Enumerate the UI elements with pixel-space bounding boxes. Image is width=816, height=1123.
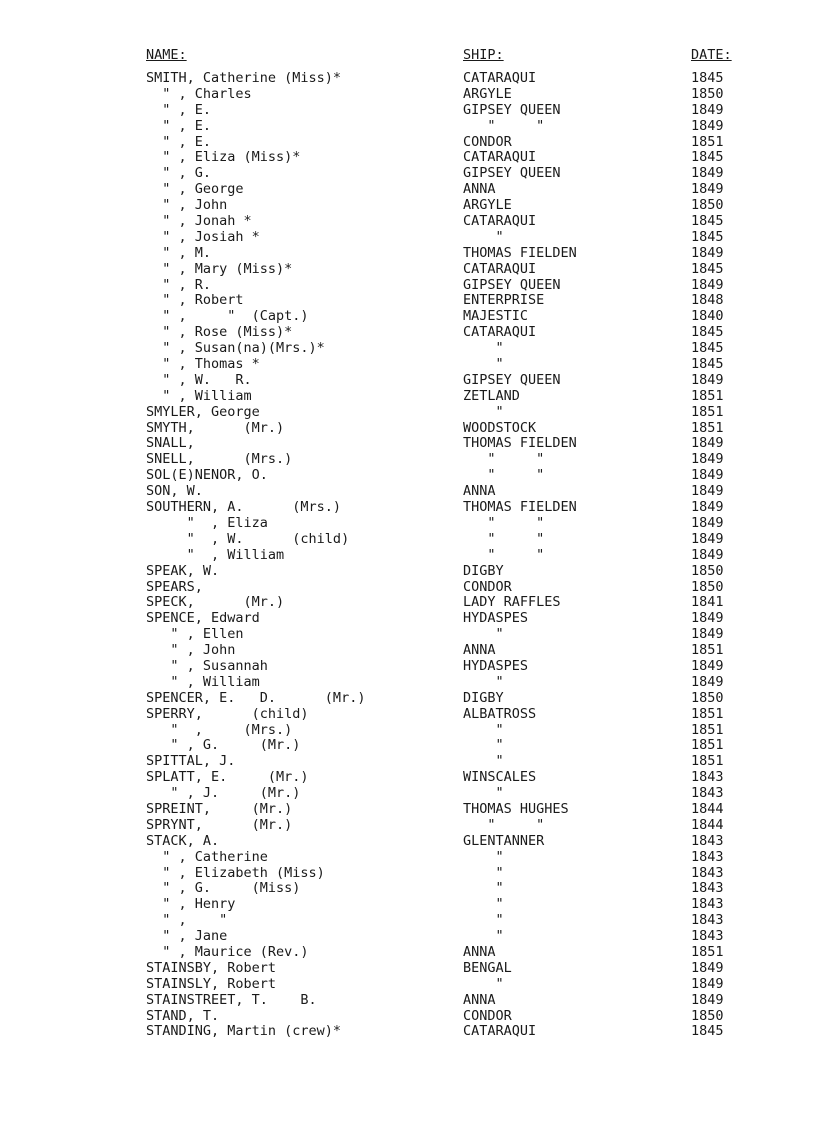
arrival-year: 1851 [691,705,724,722]
ship-name: " [463,880,504,897]
list-item [0,484,816,500]
list-item [0,881,816,897]
passenger-name: SMYLER, George [146,403,260,420]
ship-name: THOMAS HUGHES [463,800,569,817]
arrival-year: 1843 [691,912,724,929]
ship-name: DIGBY [463,562,504,579]
arrival-year: 1845 [691,149,724,166]
ship-name: THOMAS FIELDEN [463,244,577,261]
list-item [0,373,816,389]
arrival-year: 1849 [691,959,724,976]
list-item [0,150,816,166]
arrival-year: 1850 [691,689,724,706]
list-item [0,929,816,945]
passenger-name: STAINSLY, Robert [146,975,277,992]
arrival-year: 1851 [691,387,724,404]
passenger-name: " , John [146,197,228,214]
list-item [0,675,816,691]
passenger-name: " , Jane [146,928,228,945]
ship-name: " [463,896,504,913]
arrival-year: 1849 [691,117,724,134]
arrival-year: 1843 [691,832,724,849]
arrival-year: 1845 [691,70,724,86]
passenger-name: " , J. (Mr.) [146,785,301,802]
ship-name: ARGYLE [463,197,512,214]
list-item [0,214,816,230]
ship-name: CATARAQUI [463,1023,537,1040]
passenger-name: SPEARS, [146,578,203,595]
arrival-year: 1849 [691,975,724,992]
arrival-year: 1849 [691,371,724,388]
passenger-name: STACK, A. [146,832,220,849]
list-item [0,866,816,882]
list-item [0,580,816,596]
list-item [0,707,816,723]
arrival-year: 1845 [691,228,724,245]
list-item [0,278,816,294]
passenger-name: " , R. [146,276,212,293]
ship-name: CONDOR [463,133,512,150]
arrival-year: 1849 [691,244,724,261]
list-item [0,516,816,532]
passenger-name: SPLATT, E. (Mr.) [146,769,309,786]
list-item [0,643,816,659]
ship-name: " [463,721,504,738]
list-item [0,405,816,421]
arrival-year: 1851 [691,642,724,659]
passenger-name: " , E. [146,133,212,150]
ship-name: " [463,864,504,881]
list-item [0,738,816,754]
ship-name: " " [463,530,545,547]
list-item [0,293,816,309]
passenger-name: SPITTAL, J. [146,753,236,770]
arrival-year: 1845 [691,356,724,373]
list-item [0,897,816,913]
ship-name: " " [463,467,545,484]
passenger-name: SMYTH, (Mr.) [146,419,285,436]
list-item [0,595,816,611]
arrival-year: 1841 [691,594,724,611]
passenger-name: " , " [146,912,228,929]
list-item [0,627,816,643]
ship-name: ARGYLE [463,85,512,102]
column-header-ship: SHIP: [463,47,504,63]
list-item [0,357,816,373]
passenger-name: " , (Mrs.) [146,721,293,738]
arrival-year: 1851 [691,737,724,754]
passenger-name: STANDING, Martin (crew)* [146,1023,342,1040]
list-item [0,850,816,866]
list-item [0,1024,816,1040]
list-item [0,1009,816,1025]
arrival-year: 1843 [691,880,724,897]
arrival-year: 1849 [691,610,724,627]
passenger-name: " , Eliza (Miss)* [146,149,301,166]
arrival-year: 1849 [691,499,724,516]
ship-name: " [463,626,504,643]
passenger-name: SNALL, [146,435,195,452]
list-item [0,993,816,1009]
list-item [0,468,816,484]
ship-name: LADY RAFFLES [463,594,561,611]
ship-name: HYDASPES [463,657,529,674]
list-item [0,182,816,198]
passenger-name: " , Rose (Miss)* [146,324,293,341]
passenger-name: " , E. [146,117,212,134]
arrival-year: 1843 [691,928,724,945]
ship-name: THOMAS FIELDEN [463,435,577,452]
list-item [0,770,816,786]
arrival-year: 1849 [691,276,724,293]
arrival-year: 1845 [691,213,724,230]
arrival-year: 1844 [691,816,724,833]
passenger-list [0,71,816,1040]
list-item [0,452,816,468]
ship-name: CATARAQUI [463,149,537,166]
ship-name: " [463,403,504,420]
list-item [0,389,816,405]
list-item [0,945,816,961]
arrival-year: 1843 [691,769,724,786]
ship-name: ANNA [463,483,496,500]
ship-name: GIPSEY QUEEN [463,371,561,388]
arrival-year: 1845 [691,260,724,277]
arrival-year: 1851 [691,943,724,960]
list-item [0,309,816,325]
passenger-name: SPREINT, (Mr.) [146,800,293,817]
list-item [0,87,816,103]
arrival-year: 1840 [691,308,724,325]
list-item [0,532,816,548]
passenger-name: " , Catherine [146,848,268,865]
passenger-name: " , Elizabeth (Miss) [146,864,325,881]
list-item [0,913,816,929]
ship-name: BENGAL [463,959,512,976]
list-item [0,421,816,437]
arrival-year: 1845 [691,1023,724,1040]
ship-name: ANNA [463,943,496,960]
list-item [0,786,816,802]
arrival-year: 1849 [691,483,724,500]
ship-name: " [463,975,504,992]
list-item [0,977,816,993]
list-item [0,961,816,977]
ship-name: " [463,928,504,945]
passenger-name: " , E. [146,101,212,118]
ship-name: " [463,912,504,929]
column-header-name: NAME: [146,47,187,63]
list-item [0,103,816,119]
passenger-name: " , Susan(na)(Mrs.)* [146,340,325,357]
arrival-year: 1851 [691,403,724,420]
arrival-year: 1850 [691,85,724,102]
arrival-year: 1843 [691,848,724,865]
arrival-year: 1850 [691,197,724,214]
arrival-year: 1843 [691,785,724,802]
list-item [0,754,816,770]
arrival-year: 1849 [691,546,724,563]
arrival-year: 1851 [691,721,724,738]
passenger-name: " , G. (Miss) [146,880,301,897]
passenger-name: " , William [146,387,252,404]
list-item [0,246,816,262]
ship-name: ANNA [463,642,496,659]
arrival-year: 1849 [691,530,724,547]
ship-name: " [463,848,504,865]
passenger-name: " , Eliza [146,514,268,531]
passenger-name: " , " (Capt.) [146,308,309,325]
passenger-name: SOUTHERN, A. (Mrs.) [146,499,342,516]
list-item [0,198,816,214]
ship-name: WINSCALES [463,769,537,786]
arrival-year: 1848 [691,292,724,309]
arrival-year: 1851 [691,419,724,436]
ship-name: ZETLAND [463,387,520,404]
ship-name: MAJESTIC [463,308,529,325]
arrival-year: 1849 [691,181,724,198]
list-item [0,659,816,675]
list-item [0,834,816,850]
passenger-name: " , William [146,546,285,563]
column-header-row [0,46,816,64]
passenger-name: SPRYNT, (Mr.) [146,816,293,833]
passenger-name: " , W. (child) [146,530,350,547]
arrival-year: 1849 [691,657,724,674]
arrival-year: 1849 [691,451,724,468]
passenger-name: " , M. [146,244,212,261]
list-item [0,262,816,278]
passenger-name: SON, W. [146,483,203,500]
arrival-year: 1850 [691,1007,724,1024]
arrival-year: 1849 [691,165,724,182]
list-item [0,723,816,739]
passenger-name: SPERRY, (child) [146,705,309,722]
arrival-year: 1844 [691,800,724,817]
arrival-year: 1849 [691,101,724,118]
ship-name: " " [463,546,545,563]
arrival-year: 1845 [691,324,724,341]
passenger-name: STAINSBY, Robert [146,959,277,976]
passenger-name: " , Josiah * [146,228,260,245]
list-item [0,548,816,564]
ship-name: " [463,356,504,373]
arrival-year: 1843 [691,864,724,881]
passenger-name: SMITH, Catherine (Miss)* [146,70,342,86]
ship-name: CONDOR [463,1007,512,1024]
ship-name: CATARAQUI [463,324,537,341]
ship-name: " [463,785,504,802]
list-item [0,818,816,834]
passenger-name: " , Susannah [146,657,268,674]
passenger-name: " , Maurice (Rev.) [146,943,309,960]
arrival-year: 1845 [691,340,724,357]
ship-name: ANNA [463,181,496,198]
list-item [0,802,816,818]
list-item [0,436,816,452]
passenger-name: SPENCER, E. D. (Mr.) [146,689,366,706]
ship-name: CATARAQUI [463,213,537,230]
ship-name: CATARAQUI [463,260,537,277]
ship-name: " [463,753,504,770]
passenger-name: " , Thomas * [146,356,260,373]
list-item [0,119,816,135]
passenger-name: STAND, T. [146,1007,220,1024]
ship-name: THOMAS FIELDEN [463,499,577,516]
ship-name: ANNA [463,991,496,1008]
arrival-year: 1851 [691,133,724,150]
ship-name: CATARAQUI [463,70,537,86]
passenger-name: " , Robert [146,292,244,309]
arrival-year: 1849 [691,991,724,1008]
passenger-name: " , Ellen [146,626,244,643]
arrival-year: 1849 [691,626,724,643]
ship-name: " [463,673,504,690]
ship-name: " " [463,816,545,833]
ship-name: GIPSEY QUEEN [463,276,561,293]
arrival-year: 1850 [691,578,724,595]
passenger-name: " , Charles [146,85,252,102]
ship-name: " " [463,451,545,468]
passenger-name: SNELL, (Mrs.) [146,451,293,468]
column-header-date: DATE: [691,47,732,63]
list-item [0,341,816,357]
ship-name: " " [463,514,545,531]
ship-name: " [463,228,504,245]
passenger-name: " , William [146,673,260,690]
ship-name: " " [463,117,545,134]
ship-name: GLENTANNER [463,832,545,849]
passenger-name: " , George [146,181,244,198]
arrival-year: 1849 [691,435,724,452]
list-item [0,500,816,516]
list-item [0,691,816,707]
passenger-name: " , Mary (Miss)* [146,260,293,277]
ship-name: CONDOR [463,578,512,595]
ship-name: " [463,340,504,357]
ship-name: DIGBY [463,689,504,706]
list-item [0,611,816,627]
arrival-year: 1849 [691,673,724,690]
arrival-year: 1850 [691,562,724,579]
list-item [0,166,816,182]
passenger-name: " , W. R. [146,371,252,388]
ship-name: GIPSEY QUEEN [463,101,561,118]
ship-name: " [463,737,504,754]
ship-name: ENTERPRISE [463,292,545,309]
passenger-name: SPECK, (Mr.) [146,594,285,611]
list-item [0,325,816,341]
arrival-year: 1849 [691,514,724,531]
arrival-year: 1849 [691,467,724,484]
passenger-name: " , G. [146,165,212,182]
passenger-name: SPENCE, Edward [146,610,260,627]
arrival-year: 1843 [691,896,724,913]
ship-name: HYDASPES [463,610,529,627]
passenger-name: SPEAK, W. [146,562,220,579]
list-item [0,230,816,246]
passenger-name: STAINSTREET, T. B. [146,991,317,1008]
ship-name: WOODSTOCK [463,419,537,436]
passenger-name: " , John [146,642,236,659]
list-item [0,564,816,580]
ship-name: GIPSEY QUEEN [463,165,561,182]
list-item [0,135,816,151]
passenger-name: " , G. (Mr.) [146,737,301,754]
arrival-year: 1851 [691,753,724,770]
passenger-name: " , Jonah * [146,213,252,230]
passenger-name: " , Henry [146,896,236,913]
passenger-name: SOL(E)NENOR, O. [146,467,268,484]
ship-name: ALBATROSS [463,705,537,722]
list-item [0,71,816,87]
